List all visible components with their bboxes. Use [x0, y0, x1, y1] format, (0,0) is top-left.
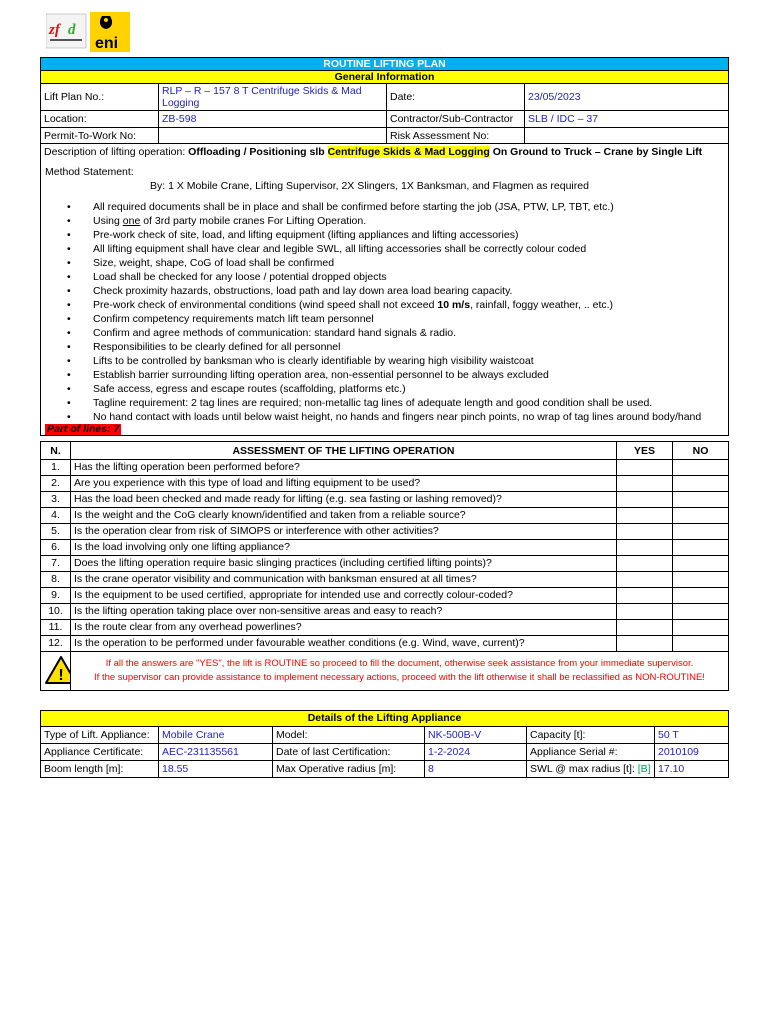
bullet-text: All required documents shall be in place and shall be confirmed before starting the job (JSA, PTW, LP, TBT, etc.): [93, 201, 614, 213]
description-label: Description of lifting operation:: [44, 146, 186, 158]
question-number: 2.: [41, 476, 71, 492]
bullet-text: No hand contact with loads until below waist height, no hands and fingers near pinch points, no wrap of tag lines around body/hand: [93, 411, 702, 423]
risk-assessment-value[interactable]: [525, 128, 729, 144]
assessment-row: [41, 476, 729, 492]
swl-tag: [B]: [637, 763, 651, 775]
last-certification-label: Date of last Certification:: [273, 744, 425, 761]
bullet-dot: •: [67, 229, 71, 241]
answer-no-cell[interactable]: [673, 540, 729, 556]
assessment-row: [41, 604, 729, 620]
answer-yes-cell[interactable]: [617, 508, 673, 524]
assessment-row: [41, 556, 729, 572]
bullet-text: Pre-work check of site, load, and lifting equipment (lifting appliances and lifting accessories): [93, 229, 519, 241]
method-bullet-item: [67, 270, 728, 284]
answer-yes-cell[interactable]: [617, 540, 673, 556]
description-dash: –: [594, 146, 601, 158]
answer-no-cell[interactable]: [673, 620, 729, 636]
description-highlight: Centrifuge Skids & Mad Logging: [327, 146, 490, 158]
answer-no-cell[interactable]: [673, 604, 729, 620]
bullet-dot: •: [67, 285, 71, 297]
certificate-value[interactable]: AEC-231135561: [159, 744, 273, 761]
swl-label-text: SWL @ max radius [t]:: [530, 763, 635, 775]
routine-warning: [71, 652, 729, 691]
question-number: 11.: [41, 620, 71, 636]
answer-yes-cell[interactable]: [617, 460, 673, 476]
bullet-text-end: , rainfall, foggy weather, .. etc.): [470, 299, 614, 311]
bullet-dot: •: [67, 201, 71, 213]
assessment-row: [41, 620, 729, 636]
question-number: 10.: [41, 604, 71, 620]
question-number: 7.: [41, 556, 71, 572]
bullet-text: Confirm and agree methods of communication: standard hand signals & radio.: [93, 327, 457, 339]
bullet-text: Check proximity hazards, obstructions, load path and lay down area load bearing capacity.: [93, 285, 513, 297]
bullet-text: Responsibilities to be clearly defined for all personnel: [93, 341, 341, 353]
method-statement[interactable]: [41, 160, 729, 436]
question-text: Has the load been checked and made ready for lifting (e.g. sea fasting or lashing removed)?: [71, 492, 617, 508]
bullet-text-end: of 3rd party mobile cranes For Lifting Operation.: [140, 215, 367, 227]
method-bullet-item: [67, 214, 728, 228]
max-radius-value[interactable]: 8: [425, 761, 527, 778]
method-bullet-item: [67, 326, 728, 340]
answer-yes-cell[interactable]: [617, 524, 673, 540]
svg-text:eni: eni: [95, 35, 119, 52]
answer-no-cell[interactable]: [673, 492, 729, 508]
method-bullet-list: [41, 200, 728, 424]
answer-no-cell[interactable]: [673, 588, 729, 604]
answer-yes-cell[interactable]: [617, 620, 673, 636]
description-part1: Offloading / Positioning slb: [188, 146, 325, 158]
bullet-text: Load shall be checked for any loose / potential dropped objects: [93, 271, 387, 283]
bullet-dot: •: [67, 257, 71, 269]
method-bullet-item: [67, 256, 728, 270]
question-number: 5.: [41, 524, 71, 540]
bullet-dot: •: [67, 215, 71, 227]
serial-value[interactable]: 2010109: [655, 744, 729, 761]
bullet-dot: •: [67, 327, 71, 339]
description-part2: On Ground to Truck: [492, 146, 592, 158]
question-text: Is the lifting operation taking place over non-sensitive areas and easy to reach?: [71, 604, 617, 620]
lift-plan-label: Lift Plan No.:: [41, 84, 159, 111]
question-number: 12.: [41, 636, 71, 652]
svg-text:d: d: [68, 22, 76, 38]
bullet-dot: •: [67, 369, 71, 381]
question-text: Is the load involving only one lifting appliance?: [71, 540, 617, 556]
section-general-information: General Information: [41, 71, 729, 84]
warning-triangle-icon: [44, 655, 71, 685]
question-text: Is the route clear from any overhead powerlines?: [71, 620, 617, 636]
description-part3: Crane by Single Lift: [603, 146, 703, 158]
answer-yes-cell[interactable]: [617, 588, 673, 604]
question-number: 6.: [41, 540, 71, 556]
method-bullet-item: [67, 396, 728, 410]
col-no-header: NO: [673, 442, 729, 460]
method-bullet-item: [67, 340, 728, 354]
bullet-text: Establish barrier surrounding lifting operation area, non-essential personnel to be always excluded: [93, 369, 549, 381]
model-label: Model:: [273, 727, 425, 744]
method-bullet-item: [67, 284, 728, 298]
general-info-table: [40, 57, 729, 436]
bullet-text: Confirm competency requirements match lift team personnel: [93, 313, 374, 325]
model-value[interactable]: NK-500B-V: [425, 727, 527, 744]
last-certification-value[interactable]: 1-2-2024: [425, 744, 527, 761]
bullet-text: Safe access, egress and escape routes (scaffolding, platforms etc.): [93, 383, 406, 395]
part-of-lines-row: [41, 424, 728, 435]
company-logo: [46, 12, 132, 52]
method-bullet-item: [67, 382, 728, 396]
bullet-text: Size, weight, shape, CoG of load shall be confirmed: [93, 257, 335, 269]
bullet-dot: •: [67, 243, 71, 255]
appliance-section-title: Details of the Lifting Appliance: [41, 711, 729, 727]
assessment-table: [40, 441, 729, 691]
warning-line-2: If the supervisor can provide assistance to implement necessary actions, proceed with the lift otherwise it shall be reclassified as NON-ROUTINE!: [94, 672, 705, 683]
method-resources: By: 1 X Mobile Crane, Lifting Supervisor, 2X Slingers, 1X Banksman, and Flagmen as required: [150, 180, 589, 192]
capacity-value[interactable]: 50 T: [655, 727, 729, 744]
method-bullet-item: [67, 242, 728, 256]
question-text: Is the weight and the CoG clearly known/identified and taken from a reliable source?: [71, 508, 617, 524]
bullet-dot: •: [67, 313, 71, 325]
contractor-label: Contractor/Sub-Contractor: [387, 111, 525, 128]
bullet-dot: •: [67, 299, 71, 311]
swl-label: [527, 761, 655, 778]
serial-label: Appliance Serial #:: [527, 744, 655, 761]
ptw-value[interactable]: [159, 128, 387, 144]
part-of-lines: Part of lines: 7: [47, 423, 120, 435]
appliance-type-value[interactable]: Mobile Crane: [159, 727, 273, 744]
answer-no-cell[interactable]: [673, 524, 729, 540]
assessment-header-row: [41, 442, 729, 460]
bullet-underlined: one: [122, 215, 141, 227]
question-text: Is the equipment to be used certified, appropriate for intended use and correctly colour-coded?: [71, 588, 617, 604]
answer-yes-cell[interactable]: [617, 556, 673, 572]
lift-plan-value[interactable]: RLP – R – 157 8 T Centrifuge Skids & Mad Logging: [159, 84, 387, 111]
bullet-text: All lifting equipment shall have clear and legible SWL, all lifting accessories shall be correctly colour coded: [93, 243, 587, 255]
assessment-row: [41, 636, 729, 652]
boom-length-label: Boom length [m]:: [41, 761, 159, 778]
question-number: 1.: [41, 460, 71, 476]
answer-yes-cell[interactable]: [617, 636, 673, 652]
bullet-text: Tagline requirement: 2 tag lines are required; non-metallic tag lines of adequate length and good condition shall be used.: [93, 397, 653, 409]
date-label: Date:: [387, 84, 525, 111]
question-text: Is the crane operator visibility and communication with banksman ensured at all times?: [71, 572, 617, 588]
assessment-row: [41, 508, 729, 524]
answer-no-cell[interactable]: [673, 476, 729, 492]
question-number: 8.: [41, 572, 71, 588]
svg-text:!: !: [58, 666, 64, 684]
question-text: Is the operation to be performed under favourable weather conditions (e.g. Wind, wave, current)?: [71, 636, 617, 652]
bullet-dot: •: [67, 355, 71, 367]
answer-yes-cell[interactable]: [617, 572, 673, 588]
assessment-row: [41, 524, 729, 540]
question-text: Has the lifting operation been performed before?: [71, 460, 617, 476]
lifting-description[interactable]: [41, 144, 729, 161]
bullet-dot: •: [67, 271, 71, 283]
method-bullet-item: [67, 228, 728, 242]
question-text: Does the lifting operation require basic slinging practices (including certified lifting points)?: [71, 556, 617, 572]
bullet-text: Lifts to be controlled by banksman who is clearly identifiable by wearing high visibility waistcoat: [93, 355, 534, 367]
bullet-dot: •: [67, 397, 71, 409]
answer-no-cell[interactable]: [673, 572, 729, 588]
question-number: 3.: [41, 492, 71, 508]
question-number: 4.: [41, 508, 71, 524]
certificate-label: Appliance Certificate:: [41, 744, 159, 761]
question-text: Is the operation clear from risk of SIMOPS or interference with other activities?: [71, 524, 617, 540]
warning-line-1: If all the answers are "YES", the lift is ROUTINE so proceed to fill the document, otherwise seek assistance from your immediate supervisor.: [105, 658, 694, 669]
question-number: 9.: [41, 588, 71, 604]
assessment-questions: [41, 460, 729, 652]
bullet-text: Using: [93, 215, 123, 227]
question-text: Are you experience with this type of load and lifting equipment to be used?: [71, 476, 617, 492]
answer-yes-cell[interactable]: [617, 476, 673, 492]
date-value[interactable]: 23/05/2023: [525, 84, 729, 111]
assessment-row: [41, 460, 729, 476]
assessment-row: [41, 572, 729, 588]
method-bullet-item: [67, 354, 728, 368]
method-bullet-item: [67, 200, 728, 214]
answer-no-cell[interactable]: [673, 636, 729, 652]
max-radius-label: Max Operative radius [m]:: [273, 761, 425, 778]
bullet-dot: •: [67, 411, 71, 423]
appliance-type-label: Type of Lift. Appliance:: [41, 727, 159, 744]
contractor-value[interactable]: SLB / IDC – 37: [525, 111, 729, 128]
warning-row: [41, 652, 729, 691]
method-bullet-item: [67, 368, 728, 382]
plan-title: ROUTINE LIFTING PLAN: [41, 58, 729, 71]
risk-assessment-label: Risk Assessment No:: [387, 128, 525, 144]
method-bullet-item: [67, 298, 728, 312]
answer-yes-cell[interactable]: [617, 492, 673, 508]
col-number-header: N.: [41, 442, 71, 460]
answer-no-cell[interactable]: [673, 556, 729, 572]
method-bullet-item: [67, 410, 728, 424]
location-label: Location:: [41, 111, 159, 128]
col-assessment-header: ASSESSMENT OF THE LIFTING OPERATION: [71, 442, 617, 460]
bullet-text: Pre-work check of environmental conditions (wind speed shall not exceed: [93, 299, 438, 311]
col-yes-header: YES: [617, 442, 673, 460]
svg-text:zf: zf: [49, 22, 60, 38]
appliance-table: [40, 710, 729, 778]
capacity-label: Capacity [t]:: [527, 727, 655, 744]
answer-yes-cell[interactable]: [617, 604, 673, 620]
assessment-row: [41, 588, 729, 604]
boom-length-value[interactable]: 18.55: [159, 761, 273, 778]
assessment-row: [41, 540, 729, 556]
bullet-dot: •: [67, 383, 71, 395]
bullet-bold: 10 m/s: [437, 299, 471, 311]
ptw-label: Permit-To-Work No:: [41, 128, 159, 144]
warning-icon-cell: [41, 652, 71, 691]
method-bullet-item: [67, 312, 728, 326]
assessment-row: [41, 492, 729, 508]
answer-no-cell[interactable]: [673, 508, 729, 524]
swl-value[interactable]: 17.10: [655, 761, 729, 778]
method-statement-label: Method Statement:: [45, 166, 134, 178]
location-value[interactable]: ZB-598: [159, 111, 387, 128]
bullet-dot: •: [67, 341, 71, 353]
answer-no-cell[interactable]: [673, 460, 729, 476]
